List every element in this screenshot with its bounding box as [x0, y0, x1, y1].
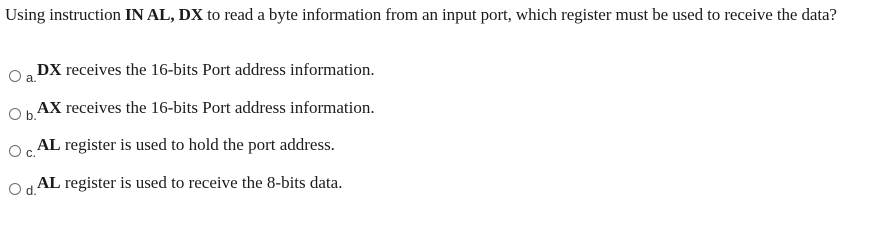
- radio-button-d[interactable]: [9, 183, 21, 195]
- option-b-text: receives the 16-bits Port address information.: [61, 98, 375, 117]
- option-d[interactable]: [9, 171, 342, 199]
- question-remainder: to read a byte information from an input port, which register must be used to receive the data?: [203, 5, 837, 24]
- option-label-a[interactable]: [37, 60, 375, 80]
- option-b-register: AX: [37, 98, 62, 117]
- option-label-b[interactable]: [37, 98, 375, 118]
- option-a-register: DX: [37, 60, 62, 79]
- option-d-register: AL: [37, 173, 61, 192]
- option-label-c[interactable]: [37, 135, 335, 155]
- option-b[interactable]: [9, 96, 375, 124]
- option-d-text: register is used to receive the 8-bits data.: [60, 173, 343, 192]
- question-text: [5, 4, 875, 25]
- option-c[interactable]: [9, 133, 335, 161]
- option-letter-b: b.: [26, 107, 37, 123]
- radio-button-a[interactable]: [9, 70, 21, 82]
- option-letter-c: c.: [26, 144, 37, 160]
- option-c-text: register is used to hold the port address.: [60, 135, 335, 154]
- option-a-text: receives the 16-bits Port address information.: [61, 60, 375, 79]
- option-letter-d: d.: [26, 182, 37, 198]
- option-c-register: AL: [37, 135, 61, 154]
- radio-button-c[interactable]: [9, 145, 21, 157]
- question-prefix: Using instruction: [5, 5, 126, 24]
- question-instruction: IN AL, DX: [125, 5, 204, 24]
- option-a[interactable]: [9, 58, 375, 86]
- option-letter-a: a.: [26, 69, 37, 85]
- option-label-d[interactable]: [37, 173, 342, 193]
- radio-button-b[interactable]: [9, 108, 21, 120]
